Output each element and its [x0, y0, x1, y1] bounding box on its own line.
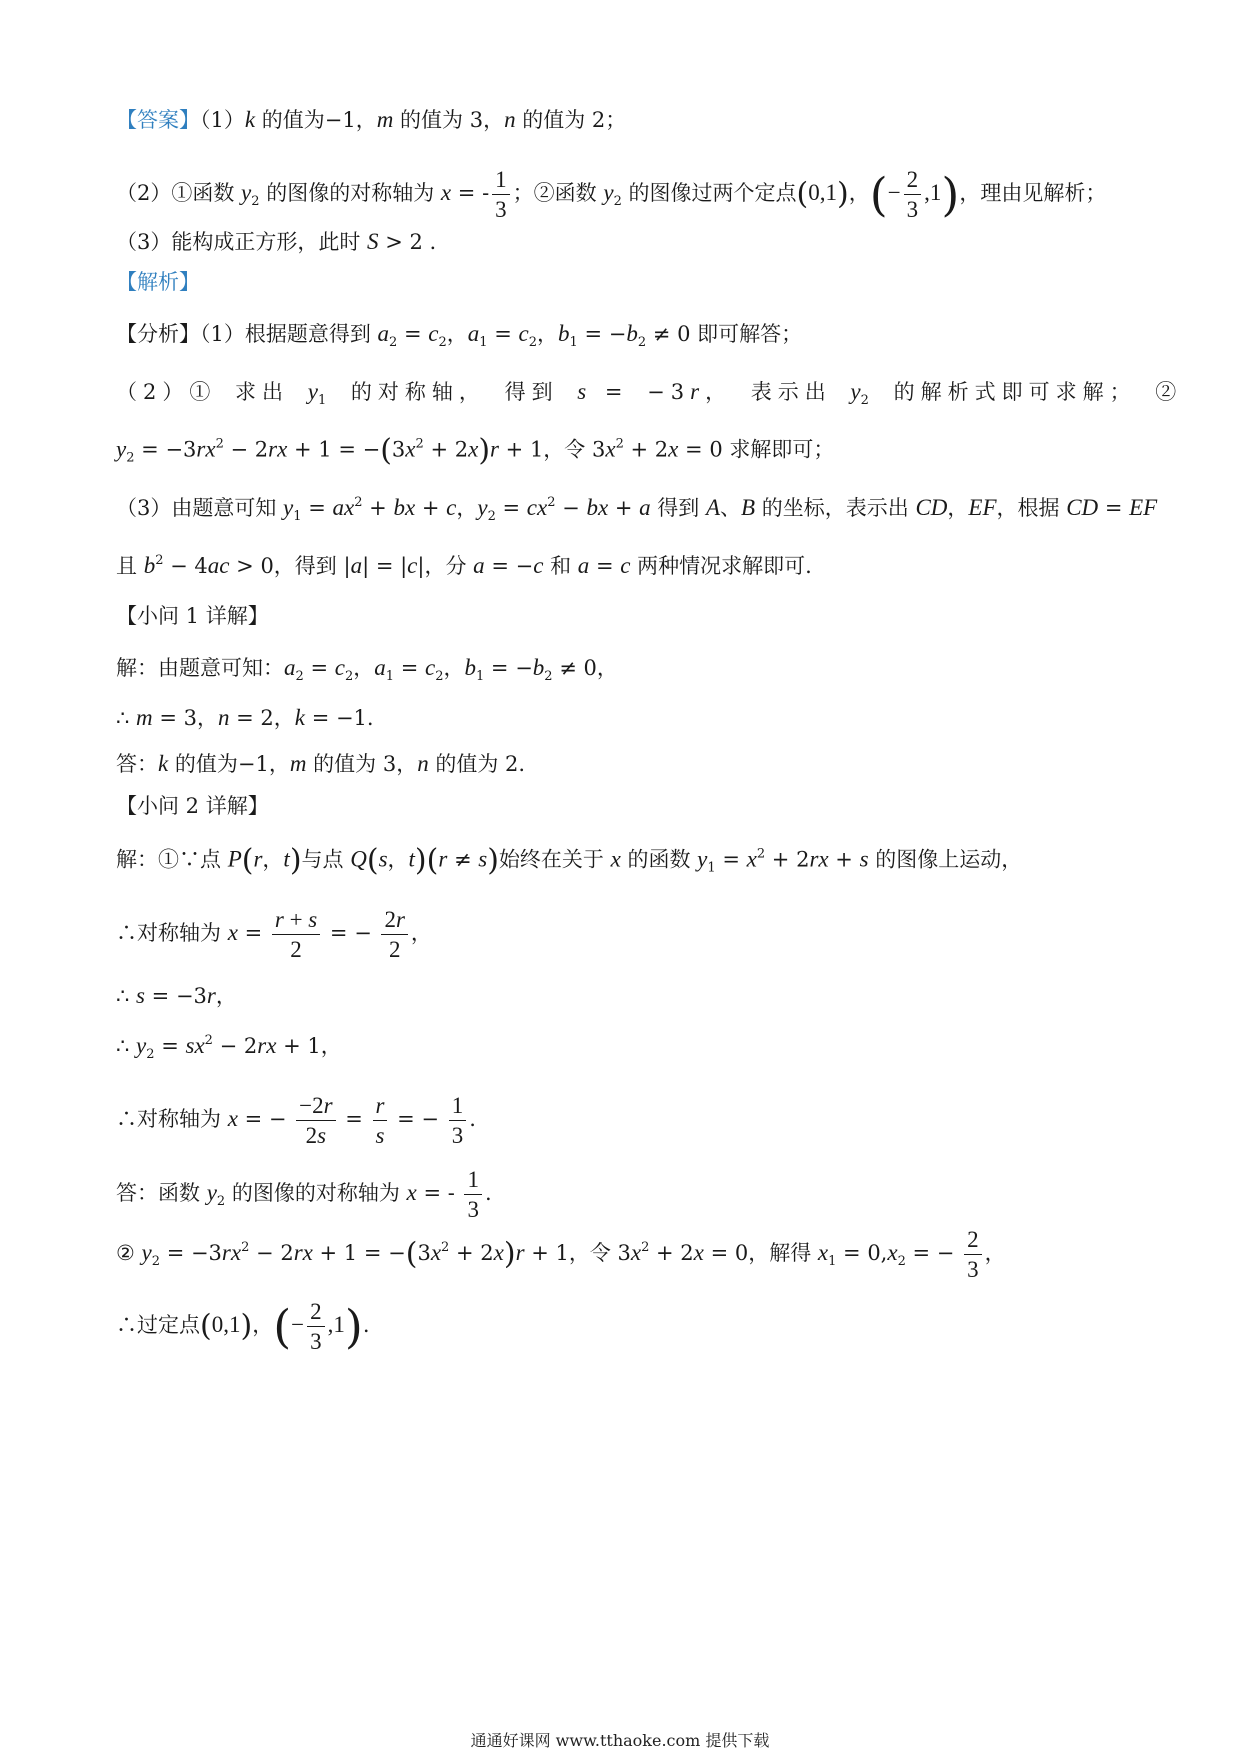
- q1-line-2: ∴ m = 3，n = 2，k = −1.: [116, 705, 374, 730]
- q1-line-3: 答：k 的值为−1，m 的值为 3，n 的值为 2.: [116, 751, 526, 776]
- answer-line-3: （3）能构成正方形，此时 S > 2 .: [116, 229, 437, 254]
- answer-line-1: 【答案】（1）k 的值为−1，m 的值为 3，n 的值为 2；: [116, 107, 627, 132]
- footer-text: 通通好课网 www.tthaoke.com 提供下载: [470, 1731, 770, 1750]
- analysis-heading: 【解析】: [116, 270, 200, 294]
- q2-line-5: ∴对称轴为 x = − $\frac{-2r}{2s}$ = $\frac{r}{s}$ = − $\frac{1}{3}$ .: [116, 1093, 476, 1148]
- fenxi-line-3: $y_2 = -3rx^2 - 2rx + 1 = -(3x^2 + 2x)r + 1$，令 $3x^2 + 2x = 0$ 求解即可；: [116, 433, 835, 468]
- q2-heading: 【小问 2 详解】: [116, 794, 269, 818]
- fenxi-line-5: 且 $b^2 - 4ac > 0$，得到 |a| = |c|，分 a = −c 和 a = c 两种情况求解即可.: [116, 553, 812, 578]
- answer-line-2: （2）①函数 $y_2$ 的图像的对称轴为 x = - $\frac{1}{3}$ ；②函数 $y_2$ 的图像过两个定点(0,1)，(− $\frac{2}{3}$ ,1)，理由见解析；: [116, 167, 1107, 222]
- q2-line-6: 答：函数 $y_2$ 的图像的对称轴为 x = - $\frac{1}{3}$ .: [116, 1167, 492, 1222]
- q2-line-8: ∴过定点(0,1)，(− $\frac{2}{3}$ ,1).: [116, 1299, 370, 1354]
- q2-line-1: 解：①∵点 P(r，t)与点 Q(s，t)(r ≠ s)始终在关于 x 的函数 $y_1 = x^2 + 2rx + s$ 的图像上运动，: [116, 843, 1023, 878]
- q2-line-4: ∴ $y_2 = sx^2 - 2rx + 1$，: [116, 1033, 342, 1062]
- q1-heading: 【小问 1 详解】: [116, 604, 269, 628]
- q2-line-2: ∴对称轴为 x = $\frac{r + s}{2}$ = − $\frac{2r}{2}$ ，: [116, 907, 432, 962]
- q2-line-3: ∴ s = −3r，: [116, 983, 237, 1008]
- q2-line-7: ② $y_2 = -3rx^2 - 2rx + 1 = -(3x^2 + 2x)r + 1$，令 $3x^2 + 2x = 0$，解得 $x_1 = 0,x_2$ = − $\frac{2}{3}$ ，: [116, 1227, 1006, 1282]
- fenxi-line-2: （2）① 求出 $y_1$ 的对称轴， 得到 s = −3r， 表示出 $y_2$ 的解析式即可求解； ②: [116, 379, 1183, 408]
- fenxi-line-1: 【分析】（1）根据题意得到 $a_2 = c_2$，$a_1 = c_2$，$b_1 = -b_2 \ne 0$ 即可解答；: [116, 321, 803, 350]
- fenxi-line-4: （3）由题意可知 $y_1 = ax^2$ + bx + c，$y_2 = cx^2$ − bx + a 得到 A、B 的坐标，表示出 CD，EF，根据 CD = EF: [116, 495, 1158, 524]
- answer-heading: 【答案】: [116, 108, 200, 132]
- q1-line-1: 解：由题意可知：$a_2 = c_2$，$a_1 = c_2$，$b_1 = -b_2 \ne 0$，: [116, 655, 618, 684]
